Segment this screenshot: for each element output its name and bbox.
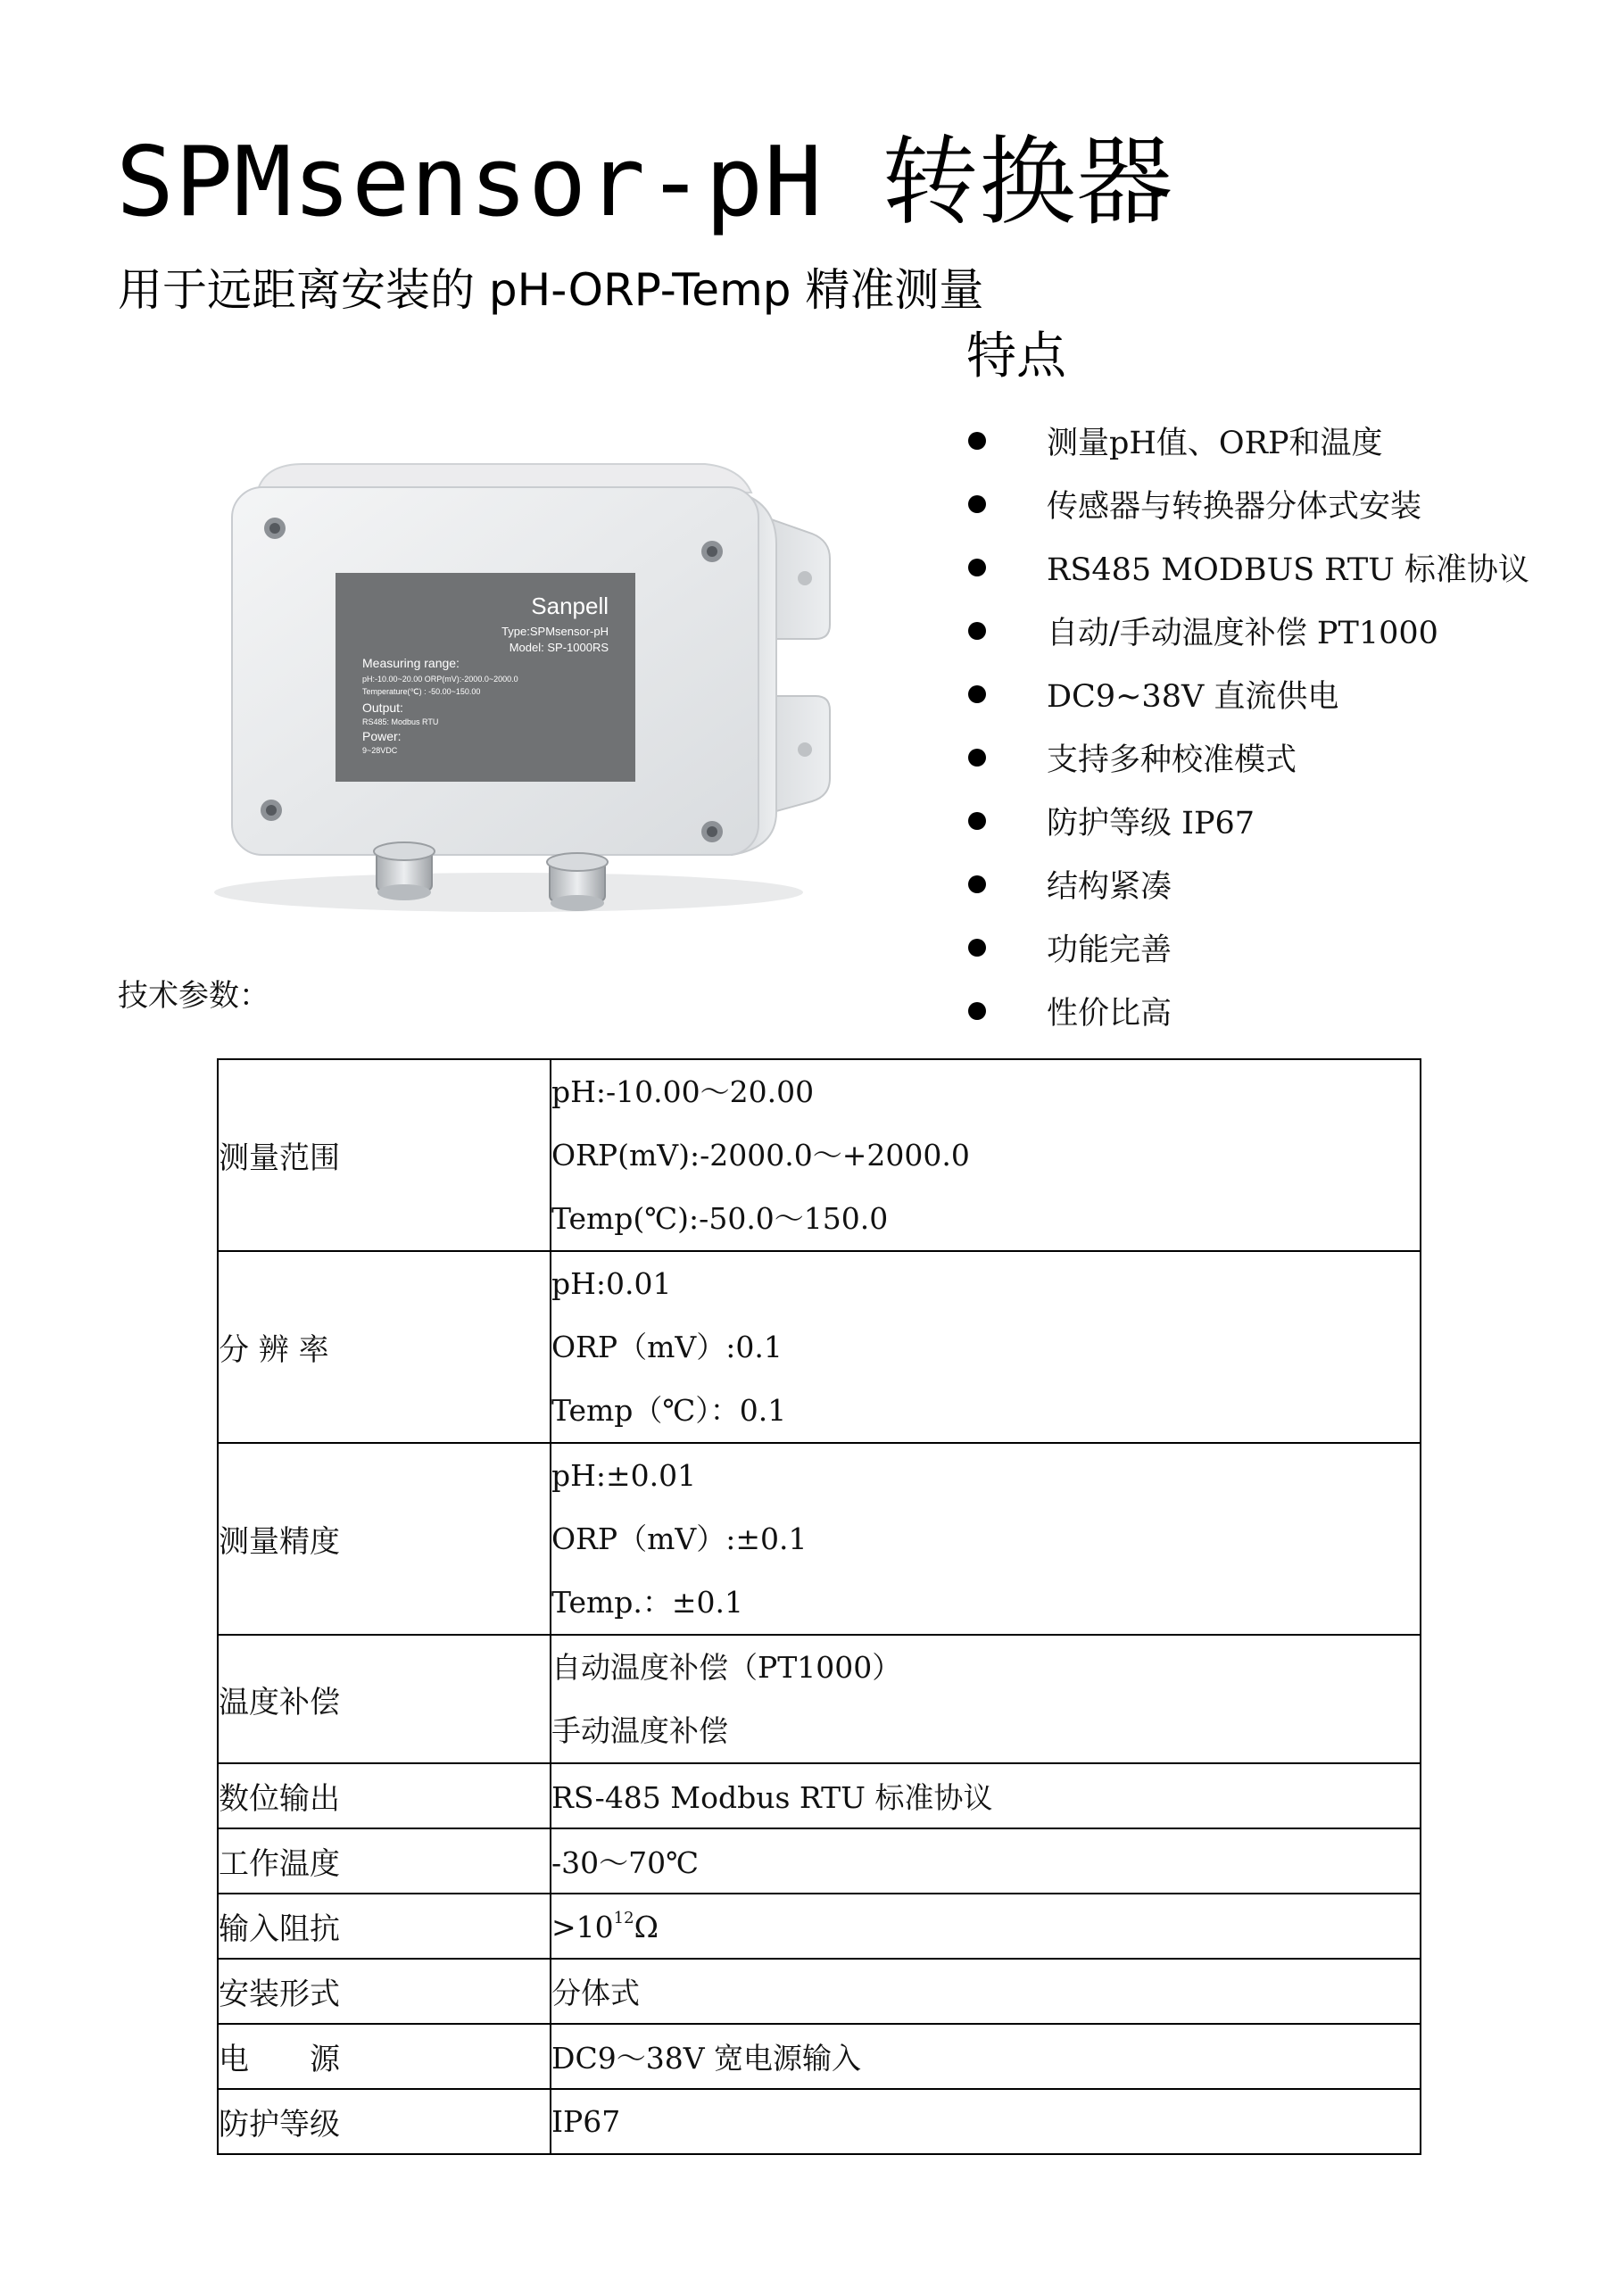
row-label: 安装形式	[218, 1959, 551, 2024]
page-subtitle: 用于远距离安装的 pH-ORP-Temp 精准测量	[118, 264, 984, 316]
feature-item	[966, 852, 1529, 916]
row-value: IP67	[551, 2089, 1421, 2154]
bullet-icon	[968, 875, 986, 893]
feature-text: 支持多种校准模式	[1047, 742, 1297, 778]
feature-item	[966, 472, 1529, 535]
feature-text: 传感器与转换器分体式安装	[1047, 488, 1422, 525]
feature-item	[966, 535, 1529, 599]
feature-text: 防护等级 IP67	[1047, 805, 1255, 841]
table-row	[218, 2089, 1421, 2154]
feature-item	[966, 725, 1529, 789]
table-row	[218, 1763, 1421, 1828]
bullet-icon	[968, 749, 986, 767]
feature-text: 性价比高	[1047, 995, 1172, 1032]
row-label: 工作温度	[218, 1828, 551, 1894]
row-value: -30～70℃	[551, 1828, 1421, 1894]
table-row	[218, 1251, 1421, 1443]
device-output-value: RS485: Modbus RTU	[362, 717, 439, 726]
table-row	[218, 1828, 1421, 1894]
device-model: Model: SP-1000RS	[509, 641, 609, 654]
feature-text: RS485 MODBUS RTU 标准协议	[1047, 551, 1529, 588]
screw-icon	[261, 800, 282, 821]
row-value	[551, 1894, 1421, 1959]
feature-text: 自动/手动温度补偿 PT1000	[1047, 615, 1438, 651]
table-row	[218, 2024, 1421, 2089]
feature-item	[966, 599, 1529, 662]
row-value: RS-485 Modbus RTU 标准协议	[551, 1763, 1421, 1828]
spec-table	[217, 1058, 1421, 2155]
row-value: pH:0.01 ORP（mV）:0.1 Temp（℃）：0.1	[551, 1251, 1421, 1443]
row-label: 测量精度	[218, 1443, 551, 1635]
feature-text: 测量pH值、ORP和温度	[1047, 425, 1383, 461]
device-output-title: Output:	[362, 700, 403, 715]
row-value: pH:±0.01 ORP（mV）:±0.1 Temp.：±0.1	[551, 1443, 1421, 1635]
screw-icon	[264, 518, 286, 539]
table-row	[218, 1635, 1421, 1763]
row-value: DC9～38V 宽电源输入	[551, 2024, 1421, 2089]
impedance-unit: Ω	[634, 1909, 659, 1944]
features-list	[966, 409, 1529, 1042]
device-brand: Sanpell	[531, 593, 609, 619]
feature-item	[966, 979, 1529, 1042]
flange-hole	[798, 742, 812, 757]
shadow	[214, 873, 803, 912]
screw-icon	[701, 541, 723, 562]
bullet-icon	[968, 1002, 986, 1020]
table-row	[218, 1443, 1421, 1635]
bullet-icon	[968, 559, 986, 576]
params-label: 技术参数：	[118, 978, 269, 1014]
feature-text: 结构紧凑	[1047, 868, 1172, 905]
device-range-line1: pH:-10.00~20.00 ORP(mV):-2000.0~2000.0	[362, 675, 518, 684]
row-label: 输入阻抗	[218, 1894, 551, 1959]
device-power-value: 9~28VDC	[362, 746, 398, 755]
feature-item	[966, 916, 1529, 979]
impedance-base: >10	[551, 1909, 614, 1944]
bullet-icon	[968, 495, 986, 513]
bullet-icon	[968, 812, 986, 830]
device-type: Type:SPMsensor-pH	[501, 625, 609, 638]
feature-item	[966, 662, 1529, 725]
row-value: 自动温度补偿（PT1000） 手动温度补偿	[551, 1635, 1421, 1763]
table-row	[218, 1059, 1421, 1251]
row-label: 防护等级	[218, 2089, 551, 2154]
row-label: 测量范围	[218, 1059, 551, 1251]
feature-item	[966, 409, 1529, 472]
page-title: SPMsensor-pH 转换器	[116, 127, 1174, 238]
screw-icon	[701, 821, 723, 842]
row-label: 温度补偿	[218, 1635, 551, 1763]
feature-item	[966, 789, 1529, 852]
impedance-exponent: 12	[613, 1908, 634, 1927]
device-range-title: Measuring range:	[362, 656, 460, 670]
feature-text: 功能完善	[1047, 932, 1172, 968]
flange-hole	[798, 571, 812, 585]
bullet-icon	[968, 685, 986, 703]
bullet-icon	[968, 622, 986, 640]
row-value: pH:-10.00～20.00 ORP(mV):-2000.0～+2000.0 Temp(℃):-50.0～150.0	[551, 1059, 1421, 1251]
table-row	[218, 1959, 1421, 2024]
device-power-title: Power:	[362, 729, 402, 743]
features-heading: 特点	[966, 327, 1066, 385]
cable-gland-icon	[374, 842, 435, 900]
row-label: 分 辨 率	[218, 1251, 551, 1443]
bullet-icon	[968, 939, 986, 957]
bullet-icon	[968, 432, 986, 450]
row-value: 分体式	[551, 1959, 1421, 2024]
table-row	[218, 1894, 1421, 1959]
feature-text: DC9~38V 直流供电	[1047, 678, 1339, 715]
cable-gland-icon	[547, 853, 608, 911]
device-range-line2: Temperature(℃) : -50.00~150.00	[362, 687, 481, 696]
product-photo	[205, 428, 866, 928]
row-label: 数位输出	[218, 1763, 551, 1828]
row-label: 电 源	[218, 2024, 551, 2089]
